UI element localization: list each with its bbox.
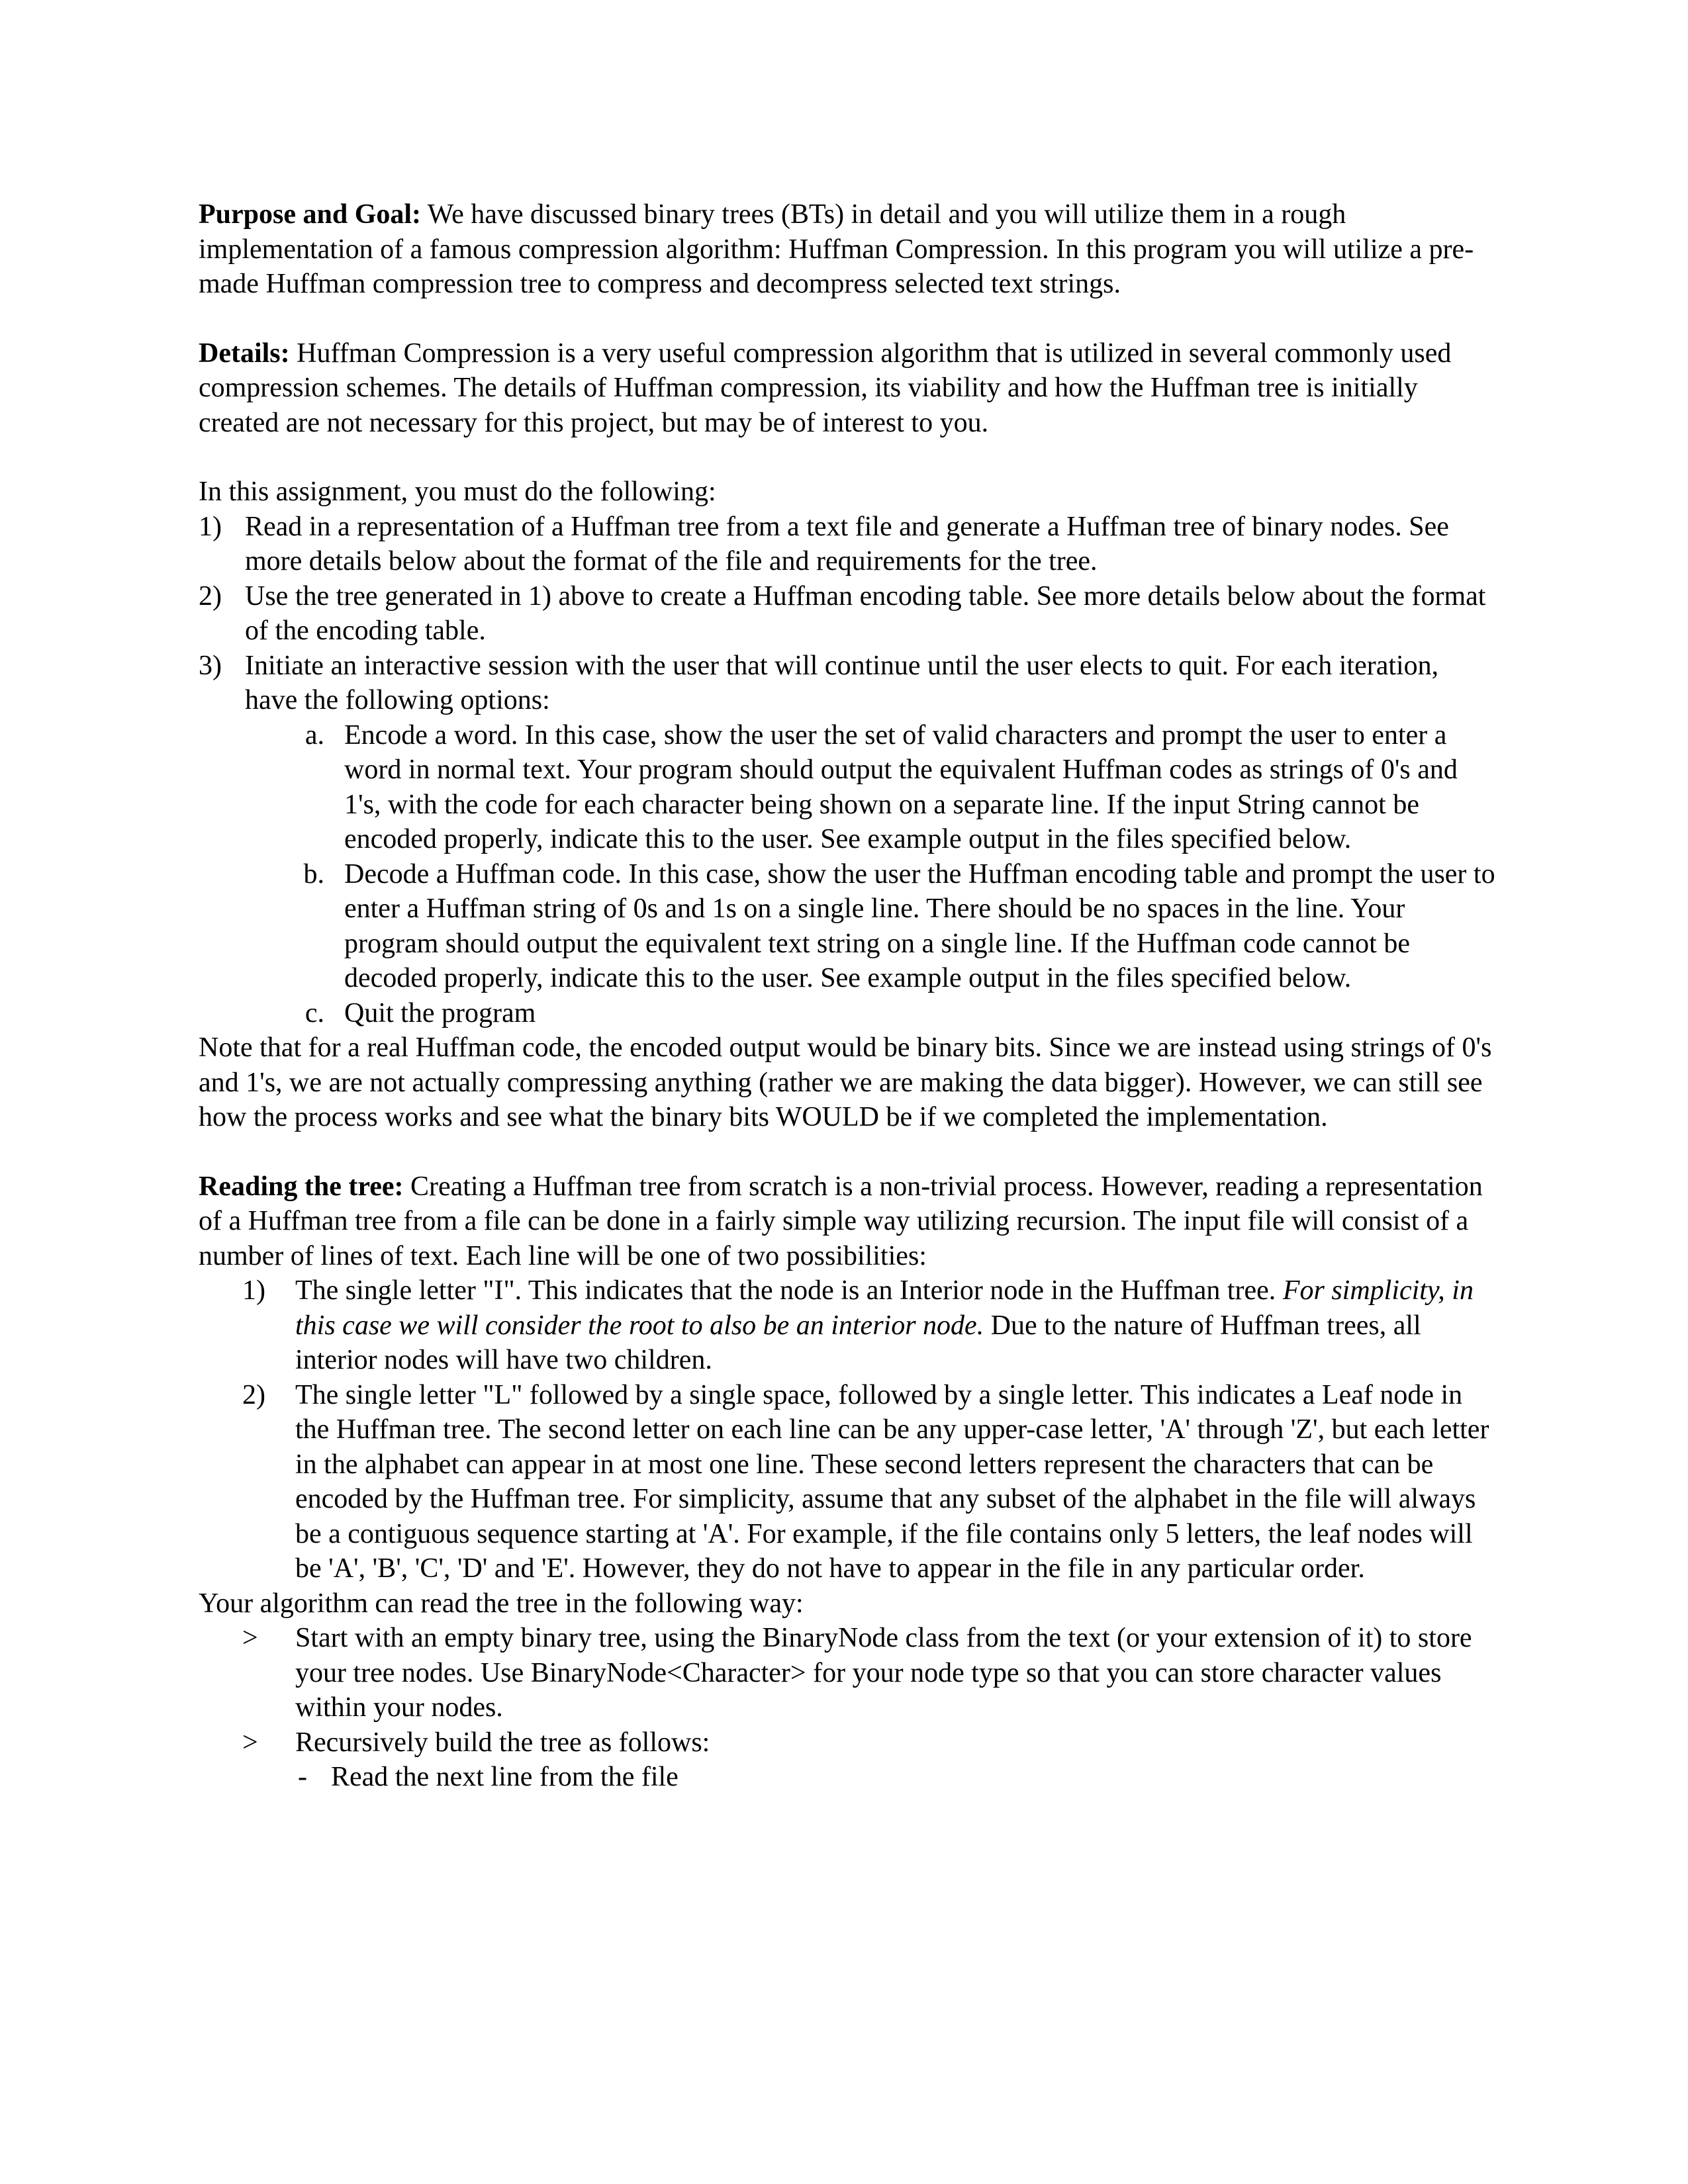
option-item [298,718,1496,857]
details-text: Huffman Compression is a very useful compression algorithm that is utilized in several commonly used compression schemes. The details of Huffman compression, its viability and how the Huffman tree is initially created are not necessary for this project, but may be of interest to you. [199,338,1452,438]
option-letter: a. [305,719,324,751]
possibility-text: The single letter "I". This indicates that the node is an Interior node in the Huffman tree. [295,1275,1283,1306]
possibility-number: 1) [242,1275,265,1306]
dash-marker: - [298,1762,307,1792]
possibility-item [242,1378,1496,1586]
step-item [199,649,1496,718]
option-letter: b. [303,858,324,889]
step-item [199,579,1496,649]
algorithm-intro: Your algorithm can read the tree in the following way: [199,1588,804,1619]
step-text: Initiate an interactive session with the user that will continue until the user elects to quit. For each iteration, have the following options: [245,650,1439,715]
sub-bullet-text: Read the next line from the file [331,1762,679,1792]
bullet-text: Start with an empty binary tree, using the BinaryNode class from the text (or your extension of it) to store your tree nodes. Use BinaryNode<Character> for your node type so that you can store character values within your nodes. [295,1623,1472,1723]
reading-heading: Reading the tree: [199,1171,404,1202]
bullet-marker: > [242,1623,258,1653]
possibility-item [242,1273,1496,1378]
algorithm-sub-bullet [298,1760,1496,1795]
step-number: 3) [199,650,222,681]
option-text: Quit the program [344,997,536,1028]
bullet-marker: > [242,1727,258,1758]
possibility-italic-note: For simplicity, in this case we will consider the root to also be an interior node. [295,1275,1474,1341]
details-paragraph [199,336,1496,441]
note-paragraph: Note that for a real Huffman code, the encoded output would be binary bits. Since we are instead using strings of 0's and 1's, we are not actually compressing anything (rather we are making the data bigger). However, we can still see how the process works and see what the binary bits WOULD be if we completed the implementation. [199,1032,1492,1132]
purpose-text: We have discussed binary trees (BTs) in detail and you will utilize them in a rough implementation of a famous compression algorithm: Huffman Compression. In this program you will utilize a pre-made Huffman compression tree to compress and decompress selected text strings. [199,199,1474,299]
details-heading: Details: [199,338,290,369]
option-letter: c. [305,997,324,1028]
option-item [298,996,1496,1031]
algorithm-bullet [242,1725,1496,1760]
option-text: Encode a word. In this case, show the user the set of valid characters and prompt the user to enter a word in normal text. Your program should output the equivalent Huffman codes as strings of 0's and 1's, with the code for each character being shown on a separate line. If the input String cannot be encoded properly, indicate this to the user. See example output in the files specified below. [344,719,1458,854]
option-item [298,857,1496,996]
purpose-paragraph [199,197,1496,302]
step-number: 1) [199,511,222,542]
document-page [199,197,1496,1795]
assignment-intro: In this assignment, you must do the following: [199,477,716,507]
possibility-text-end: Due to the nature of Huffman trees, all interior nodes will have two children. [295,1310,1421,1375]
possibility-text: The single letter "L" followed by a single space, followed by a single letter. This indicates a Leaf node in the Huffman tree. The second letter on each line can be any upper-case letter, 'A' through 'Z', but each letter in the alphabet can appear in at most one line. These second letters represent the characters that can be encoded by the Huffman tree. For simplicity, assume that any subset of the alphabet in the file will always be a contiguous sequence starting at 'A'. For example, if the file contains only 5 letters, the leaf nodes will be 'A', 'B', 'C', 'D' and 'E'. However, they do not have to appear in the file in any particular order. [295,1379,1489,1584]
step-number: 2) [199,580,222,612]
purpose-heading: Purpose and Goal: [199,199,422,230]
step-text: Read in a representation of a Huffman tree from a text file and generate a Huffman tree of binary nodes. See more details below about the format of the file and requirements for the tree. [245,511,1449,576]
step-text: Use the tree generated in 1) above to create a Huffman encoding table. See more details below about the format of the encoding table. [245,580,1486,646]
reading-text: Creating a Huffman tree from scratch is a non-trivial process. However, reading a representation of a Huffman tree from a file can be done in a fairly simple way utilizing recursion. The input file will consist of a number of lines of text. Each line will be one of two possibilities: [199,1171,1483,1271]
reading-paragraph [199,1169,1496,1274]
option-text: Decode a Huffman code. In this case, show the user the Huffman encoding table and prompt the user to enter a Huffman string of 0s and 1s on a single line. There should be no spaces in the line. Your program should output the equivalent text string on a single line. If the Huffman code cannot be decoded properly, indicate this to the user. See example output in the files specified below. [344,858,1495,993]
possibility-number: 2) [242,1379,265,1410]
bullet-text: Recursively build the tree as follows: [295,1727,710,1758]
step-item [199,510,1496,579]
algorithm-bullet [242,1621,1496,1725]
